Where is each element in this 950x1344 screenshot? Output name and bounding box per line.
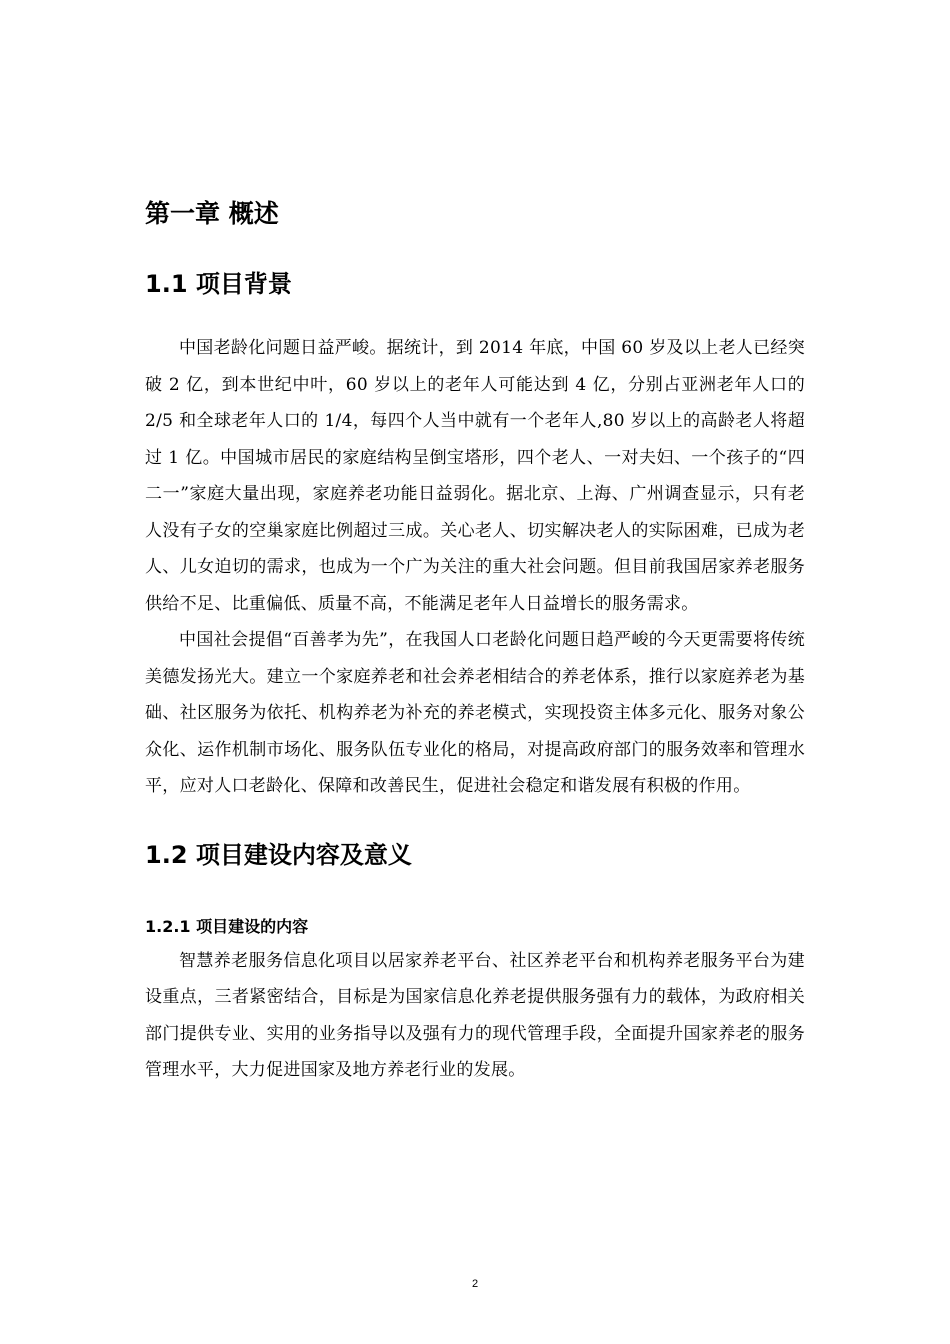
chapter-title: 第一章 概述 [145, 199, 279, 228]
page-number: 2 [471, 1278, 479, 1290]
subsection-heading-1-2-1: 1.2.1 项目建设的内容 [145, 916, 309, 936]
page-body [145, 194, 805, 1089]
paragraph-background-2: 中国社会提倡“百善孝为先”，在我国人口老龄化问题日趋严峻的今天更需要将传统美德发扬光大。建立一个家庭养老和社会养老相结合的养老体系，推行以家庭养老为基础、社区服务为依托、机构养老为补充的养老模式，实现投资主体多元化、服务对象公众化、运作机制市场化、服务队伍专业化的格局，对提高政府部门的服务效率和管理水平，应对人口老龄化、保障和改善民生，促进社会稳定和谐发展有积极的作用。 [145, 630, 805, 796]
paragraph-background-1: 中国老龄化问题日益严峻。据统计，到 2014 年底，中国 60 岁及以上老人已经突破 2 亿，到本世纪中叶，60 岁以上的老年人可能达到 4 亿，分别占亚洲老年人口的 2/5 和全球老年人口的 1/4，每四个人当中就有一个老年人,80 岁以上的高龄老人将超过 1 亿。中国城市居民的家庭结构呈倒宝塔形，四个老人、一对夫妇、一个孩子的“四二一”家庭大量出现，家庭养老功能日益弱化。据北京、上海、广州调查显示，只有老人没有子女的空巢家庭比例超过三成。关心老人、切实解决老人的实际困难，已成为老人、儿女迫切的需求，也成为一个广为关注的重大社会问题。但目前我国居家养老服务供给不足、比重偏低、质量不高，不能满足老年人日益增长的服务需求。 [145, 338, 805, 614]
paragraph-content-1: 智慧养老服务信息化项目以居家养老平台、社区养老平台和机构养老服务平台为建设重点，三者紧密结合，目标是为国家信息化养老提供服务强有力的载体，为政府相关部门提供专业、实用的业务指导以及强有力的现代管理手段，全面提升国家养老的服务管理水平，大力促进国家及地方养老行业的发展。 [145, 950, 805, 1080]
section-heading-1-1: 1.1 项目背景 [145, 270, 292, 298]
section-heading-1-2: 1.2 项目建设内容及意义 [145, 840, 412, 869]
